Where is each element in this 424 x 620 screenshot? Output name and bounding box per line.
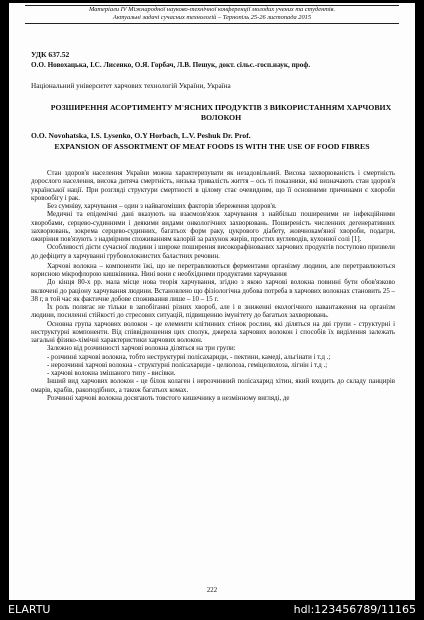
authors-english: O.O. Novohatska, I.S. Lysenko, O.Y Horbach, L.V. Peshuk Dr. Prof.	[31, 131, 251, 140]
paragraph: Залежно від розчинності харчові волокна діляться на три групи:	[47, 345, 236, 353]
repository-name: ELARTU	[8, 603, 51, 616]
list-item: - харчові волокна змішаного типу - висівки.	[47, 370, 176, 377]
list-item: - розчинні харчові волокна, тобто неструктурні полісахариди, - пектини, камеді, альгінати і т.д .;	[47, 353, 331, 361]
paragraph: Без сумніву, харчування – один з найвагоміших факторів збереження здоров'я.	[47, 203, 277, 210]
article-body	[31, 170, 395, 403]
repository-footer-bar	[0, 600, 424, 620]
header-rule-bottom	[25, 23, 399, 24]
paragraph: Харчові волокна – компоненти їжі, що не перетравлюються ферментами організму людини, але перетравлюються корисною мікрофлорою кишківника. Нині вони є необхідними продуктами харчування	[31, 262, 395, 278]
paragraph: Основна група харчових волокон - це елементи клітинних стінок рослин, які діляться на дві групи - структурні і неструктурні компоненти. Від співвідношення цих сполук, джерела харчових волокон і способів їх виділення залежать загальні фізико-хімічні характеристики харчових волокон.	[31, 320, 395, 344]
paragraph: Інший вид харчових волокон - це білок колаген і нерозчинний полісахарид хітин, який входить до складу панцирів омарів, крабів, ракоподібних, а також багатьох комах.	[31, 378, 395, 394]
paragraph: Стан здоров'я населення України можна характеризувати як незадовільний. Висока захворюваність і смертність дорослого населення, висока дитяча смертність, низька тривалість життя – ось ті показники, які визначають стан здоров'я української нації. При розгляді структури смертності в цілому стає очевидним, що її основними причинами є хвороби кровообігу і рак.	[31, 170, 395, 202]
page-number: 222	[206, 587, 218, 594]
udk-code: УДК 637.52	[31, 50, 70, 59]
paragraph: Розчинні харчові волокна досягають товстого кишечнику в незмінному вигляді, де	[47, 394, 290, 402]
header-line-1: Матеріали IV Міжнародної науково-технічної конференції молодих учених та студентів.	[88, 6, 336, 13]
header-rule-top	[25, 5, 399, 6]
paragraph: Медичні та епідемічні дані вказують на взаємозв'язок харчування з найбільш поширеними не інфекційними хворобами, серцево-судинними і деякими видами онкологічних захворювань. Поширеність численних дегенеративних захворювань, зокрема серцево-судинних, багатьох форм раку, цукрового діабету, жовчнокам'яної хвороби, подагри, ожиріння пов'язують з надмірним споживанням калорій за рахунок жирів, простих вуглеводів, кухонної солі [1].	[31, 211, 395, 243]
paragraph: Їх роль полягає не тільки в запобіганні різних хвороб, але і в зниженні екологічного навантаження на організм людини, посиленні стійкості до стресових ситуацій, підвищенню імунітету до багатьох захворювань.	[31, 304, 395, 320]
list-item: - нерозчинні харчові волокна - структурні полісахариди - целюлоза, геміцелюлоза, лігнін і т.д .;	[47, 361, 328, 369]
university-affiliation: Національний університет харчових технологій України, Україна	[31, 82, 231, 90]
header-line-2: Актуальні задачі сучасних технологій – Тернопіль 25-26 листопада 2015	[112, 14, 312, 21]
paragraph: Особливості дієти сучасної людини і широке поширення високорафінованих харчових продуктів поступово призвели до дефіциту в харчуванні грубоволокнистих баластних речовин.	[31, 244, 395, 260]
title-english: EXPANSION OF ASSORTMENT OF MEAT FOODS IS WITH THE USE OF FOOD FIBRES	[54, 142, 370, 151]
title-ukrainian: РОЗШИРЕННЯ АСОРТИМЕНТУ М'ЯСНИХ ПРОДУКТІВ З ВИКОРИСТАННЯМ ХАРЧОВИХ ВОЛОКОН	[50, 103, 392, 122]
conference-header	[25, 6, 399, 22]
handle-identifier: hdl:123456789/11165	[293, 603, 416, 616]
document-page	[9, 3, 415, 600]
authors-ukrainian: О.О. Новохацька, І.С. Лисенко, О.Я. Горбач, Л.В. Пешук, докт. сільс.-госп.наук, проф.	[31, 61, 311, 69]
paragraph: До кінця 80-х рр. мала місце нова теорія харчування, згідно з якою харчові волокна повинні бути обов'язково включені до раціону харчування людини. Встановлено що фізіологічна добова потреба в харчових волокнах становить 25 – 38 г, в той час як фактичне добове споживання лише – 10 – 15 г.	[31, 279, 395, 303]
